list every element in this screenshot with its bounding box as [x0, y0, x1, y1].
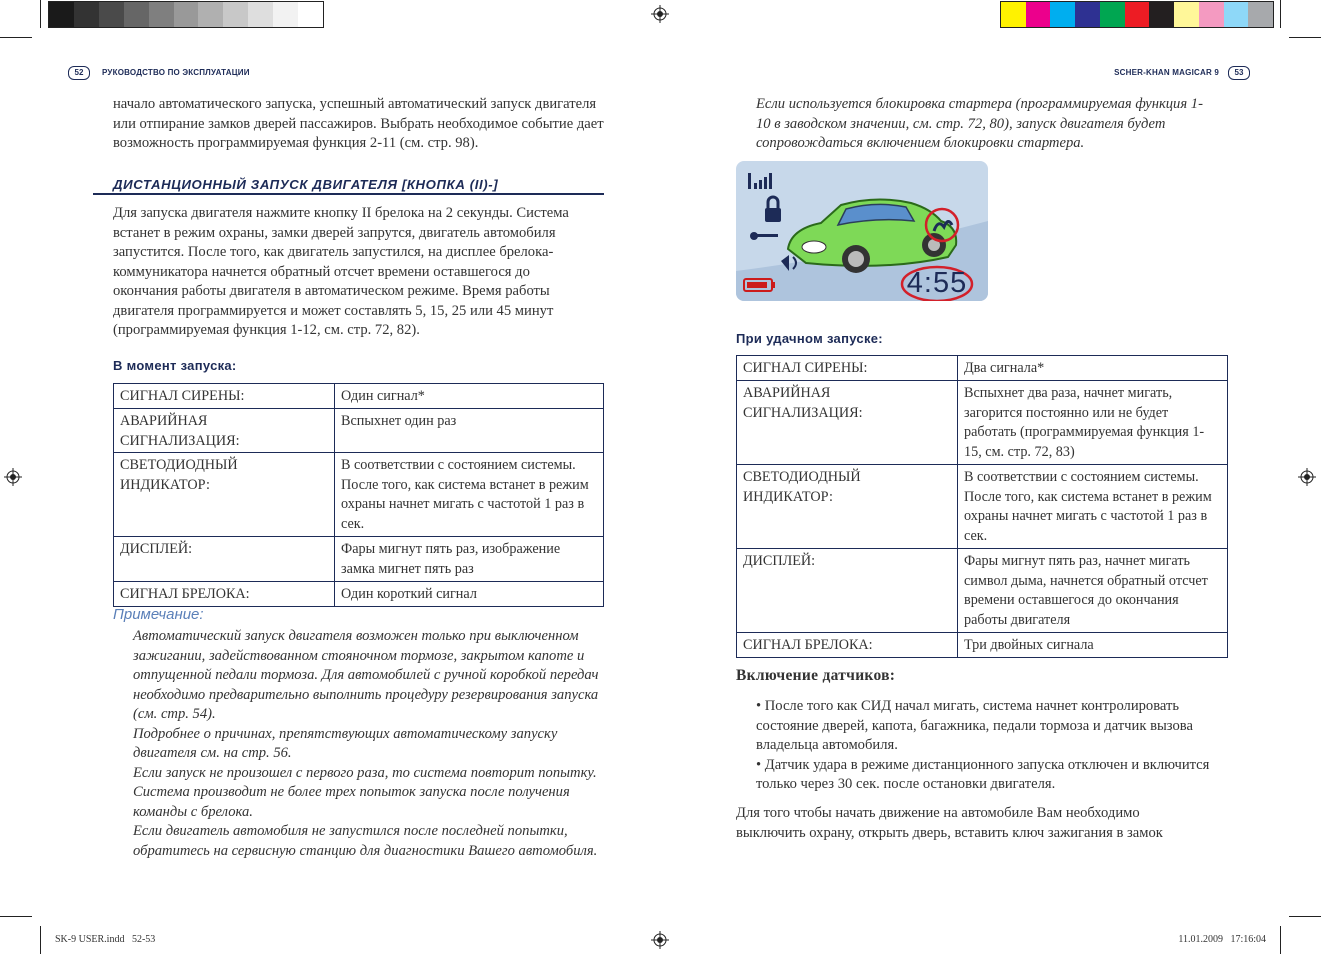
table-row: [114, 409, 604, 453]
table-value: Два сигнала*: [958, 356, 1228, 381]
key-icon: [750, 232, 778, 240]
footer-file-info: SK-9 USER.indd 52-53: [55, 934, 156, 945]
right-table-title: При удачном запуске:: [736, 331, 883, 346]
crop-mark: [0, 916, 32, 917]
bullet-item: • Датчик удара в режиме дистанционного запуска отключен и включится только через 30 сек. после остановки двигателя.: [756, 756, 1210, 792]
crop-mark: [40, 926, 41, 954]
table-row: [737, 356, 1228, 381]
right-page-number: 53: [1228, 66, 1250, 80]
table-value: Вспыхнет один раз: [335, 409, 604, 453]
left-page-number: 52: [68, 66, 90, 80]
signal-icon: [748, 173, 772, 189]
sensor-bullets: [756, 697, 1226, 795]
table-value: В соответствии с состоянием системы. После того, как система встанет в режим охраны начнет мигать с частотой 1 раз в сек.: [958, 465, 1228, 549]
table-row: [114, 582, 604, 607]
table-row: [737, 549, 1228, 633]
table-key: СВЕТОДИОДНЫЙ ИНДИКАТОР:: [114, 453, 335, 537]
right-running-title: SCHER-KHAN MAGICAR 9: [1114, 68, 1219, 77]
table-key: АВАРИЙНАЯ СИГНАЛИЗАЦИЯ:: [114, 409, 335, 453]
table-key: СИГНАЛ БРЕЛОКА:: [737, 633, 958, 658]
launch-table: [113, 383, 604, 607]
table-key: СВЕТОДИОДНЫЙ ИНДИКАТОР:: [737, 465, 958, 549]
note-title: Примечание:: [113, 606, 204, 623]
registration-mark-icon: [1298, 468, 1316, 486]
countdown-time: 4:55: [906, 267, 968, 299]
note-paragraph: Подробнее о причинах, препятствующих автоматическому запуску двигателя см. на стр. 56.: [133, 725, 558, 761]
right-intro-paragraph: Если используется блокировка стартера (программируемая функция 1-10 в заводском значении, см. стр. 72, 80), запуск двигателя будет сопровождаться включением блокировки стартера.: [756, 96, 1203, 151]
note-paragraph: Если двигатель автомобиля не запустился после последней попытки, обратитесь на сервисную станцию для диагностики Вашего автомобиля.: [133, 823, 598, 859]
right-outro-paragraph: Для того чтобы начать движение на автомобиле Вам необходимо выключить охрану, открыть дверь, вставить ключ зажигания в замок: [736, 805, 1163, 841]
table-key: СИГНАЛ СИРЕНЫ:: [114, 384, 335, 409]
section-title: ДИСТАНЦИОННЫЙ ЗАПУСК ДВИГАТЕЛЯ [КНОПКА (II)-]: [113, 177, 499, 192]
table-row: [114, 537, 604, 582]
table-value: Фары мигнут пять раз, изображение замка мигнет пять раз: [335, 537, 604, 582]
table-value: Фары мигнут пять раз, начнет мигать символ дыма, начнется обратный отсчет времени оставшегося до окончания работы двигателя: [958, 549, 1228, 633]
color-bar: [1000, 1, 1274, 28]
crop-mark: [0, 37, 32, 38]
sensors-title: Включение датчиков:: [736, 667, 896, 684]
table-value: Один короткий сигнал: [335, 582, 604, 607]
left-intro-paragraph: начало автоматического запуска, успешный автоматический запуск двигателя или отпирание замков дверей пассажиров. Выбрать необходимое событие дает возможность программируемая функция 2-11 (см. стр. 98).: [113, 96, 604, 151]
success-table: [736, 355, 1228, 658]
table-key: СИГНАЛ БРЕЛОКА:: [114, 582, 335, 607]
table-row: [737, 465, 1228, 549]
left-table-title: В момент запуска:: [113, 358, 237, 373]
left-body-paragraph: Для запуска двигателя нажмите кнопку II брелока на 2 секунды. Система встанет в режим охраны, замки дверей запрутся, двигатель автомобиля запустится. После того, как двигатель запустился, на дисплее брелока-коммуникатора начнется обратный отсчет времени оставшегося до окончания работы двигателя в автоматическом режиме. Время работы двигателя программируется и может составлять 5, 15, 25 или 45 минут (программируемая функция 1-12, см. стр. 72, 82).: [113, 205, 569, 338]
table-row: [737, 633, 1228, 658]
table-key: АВАРИЙНАЯ СИГНАЛИЗАЦИЯ:: [737, 381, 958, 465]
registration-mark-icon: [651, 5, 669, 23]
table-row: [737, 381, 1228, 465]
registration-mark-icon: [651, 931, 669, 949]
table-key: ДИСПЛЕЙ:: [737, 549, 958, 633]
fob-display: [736, 161, 988, 301]
table-key: СИГНАЛ СИРЕНЫ:: [737, 356, 958, 381]
grayscale-bar: [48, 1, 324, 28]
table-value: Один сигнал*: [335, 384, 604, 409]
registration-mark-icon: [4, 468, 22, 486]
footer-timestamp: 11.01.2009 17:16:04: [1178, 934, 1266, 945]
table-key: ДИСПЛЕЙ:: [114, 537, 335, 582]
table-row: [114, 453, 604, 537]
crop-mark: [40, 0, 41, 28]
crop-mark: [1289, 37, 1321, 38]
crop-mark: [1280, 926, 1281, 954]
note-paragraph: Автоматический запуск двигателя возможен только при выключенном зажигании, задействованном стояночном тормозе, закрытом капоте и отпущенной педали тормоза. Для автомобилей с ручной коробкой передач необходимо предварительно выполнить процедуру резервирования запуска (см. стр. 54).: [133, 628, 599, 722]
note-paragraph: Если запуск не произошел с первого раза, то система повторит попытку. Система производит не более трех попыток запуска после получения команды с брелока.: [133, 764, 597, 820]
note-block: [133, 627, 613, 861]
crop-mark: [1280, 0, 1281, 28]
lock-icon: [765, 197, 781, 222]
table-row: [114, 384, 604, 409]
table-value: В соответствии с состоянием системы. После того, как система встанет в режим охраны начнет мигать с частотой 1 раз в сек.: [335, 453, 604, 537]
bullet-item: • После того как СИД начал мигать, система начнет контролировать состояние дверей, капота, багажника, педали тормоза и датчик вызова владельца автомобиля.: [756, 698, 1193, 753]
table-value: Три двойных сигнала: [958, 633, 1228, 658]
crop-mark: [1289, 916, 1321, 917]
left-running-title: РУКОВОДСТВО ПО ЭКСПЛУАТАЦИИ: [102, 68, 250, 77]
table-value: Вспыхнет два раза, начнет мигать, загорится постоянно или не будет работать (программируемая функция 1-15, см. стр. 72, 83): [958, 381, 1228, 465]
section-title-underline: [93, 193, 604, 195]
